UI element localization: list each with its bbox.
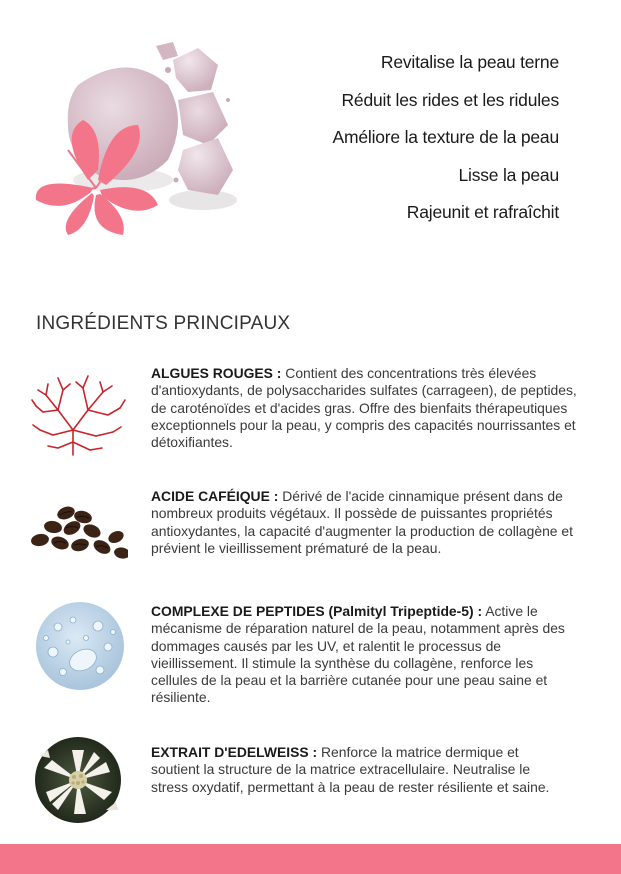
product-powder-image: [28, 30, 248, 240]
ingredient-name: ACIDE CAFÉIQUE :: [151, 488, 279, 504]
benefit-item: Améliore la texture de la peau: [332, 127, 559, 147]
ingredient-text: Dérivé de l'acide cinnamique présent dans de nombreux produits végétaux. Il possède de puissantes propriétés antioxydantes, la capacité d'augmenter la production de collagène et prévient le vieillissement prématuré de la peau.: [151, 488, 573, 556]
peptide-drops-icon: [28, 602, 128, 690]
ingredient-text: Renforce la matrice dermique et soutient la structure de la matrice extracellulaire. Neutralise le stress oxydatif, permettant à la peau de rester résiliente et saine.: [151, 744, 550, 795]
ingredient-name: COMPLEXE DE PEPTIDES (Palmityl Tripeptide-5) :: [151, 603, 483, 619]
edelweiss-icon: [28, 736, 128, 824]
benefit-item: Lisse la peau: [458, 164, 559, 185]
ingredient-description: [151, 744, 561, 796]
ingredient-text: Contient des concentrations très élevées d'antioxydants, de polysaccharides sulfates (carrageen), de peptides, de caroténoïdes et d'acides gras. Offre des bienfaits thérapeutiques exceptionnels pour la peau, y compris des capacités nourrissantes et détoxifiantes.: [151, 365, 577, 451]
ingredient-text: Active le mécanisme de réparation naturel de la peau, notamment après des dommages causés par les UV, et ralentit le processus de vieillissement. Il stimule la synthèse du collagène, renforce les cellules de la peau et la barrière cutanée pour une peau saine et résiliente.: [151, 603, 565, 706]
footer-accent-bar: [0, 844, 621, 874]
section-title: INGRÉDIENTS PRINCIPAUX: [36, 313, 291, 334]
ingredient-description: [151, 365, 583, 451]
ingredient-name: EXTRAIT D'EDELWEISS :: [151, 744, 318, 760]
benefit-item: Rajeunit et rafraîchit: [406, 202, 559, 222]
coffee-beans-icon: [28, 495, 128, 583]
ingredient-description: [151, 488, 583, 557]
benefit-item: Revitalise la peau terne: [380, 52, 559, 72]
ingredient-description: [151, 603, 583, 707]
benefit-item: Réduit les rides et les ridules: [341, 89, 559, 110]
red-algae-icon: [28, 370, 128, 458]
benefits-list: [333, 50, 560, 238]
ingredient-name: ALGUES ROUGES :: [151, 365, 282, 381]
